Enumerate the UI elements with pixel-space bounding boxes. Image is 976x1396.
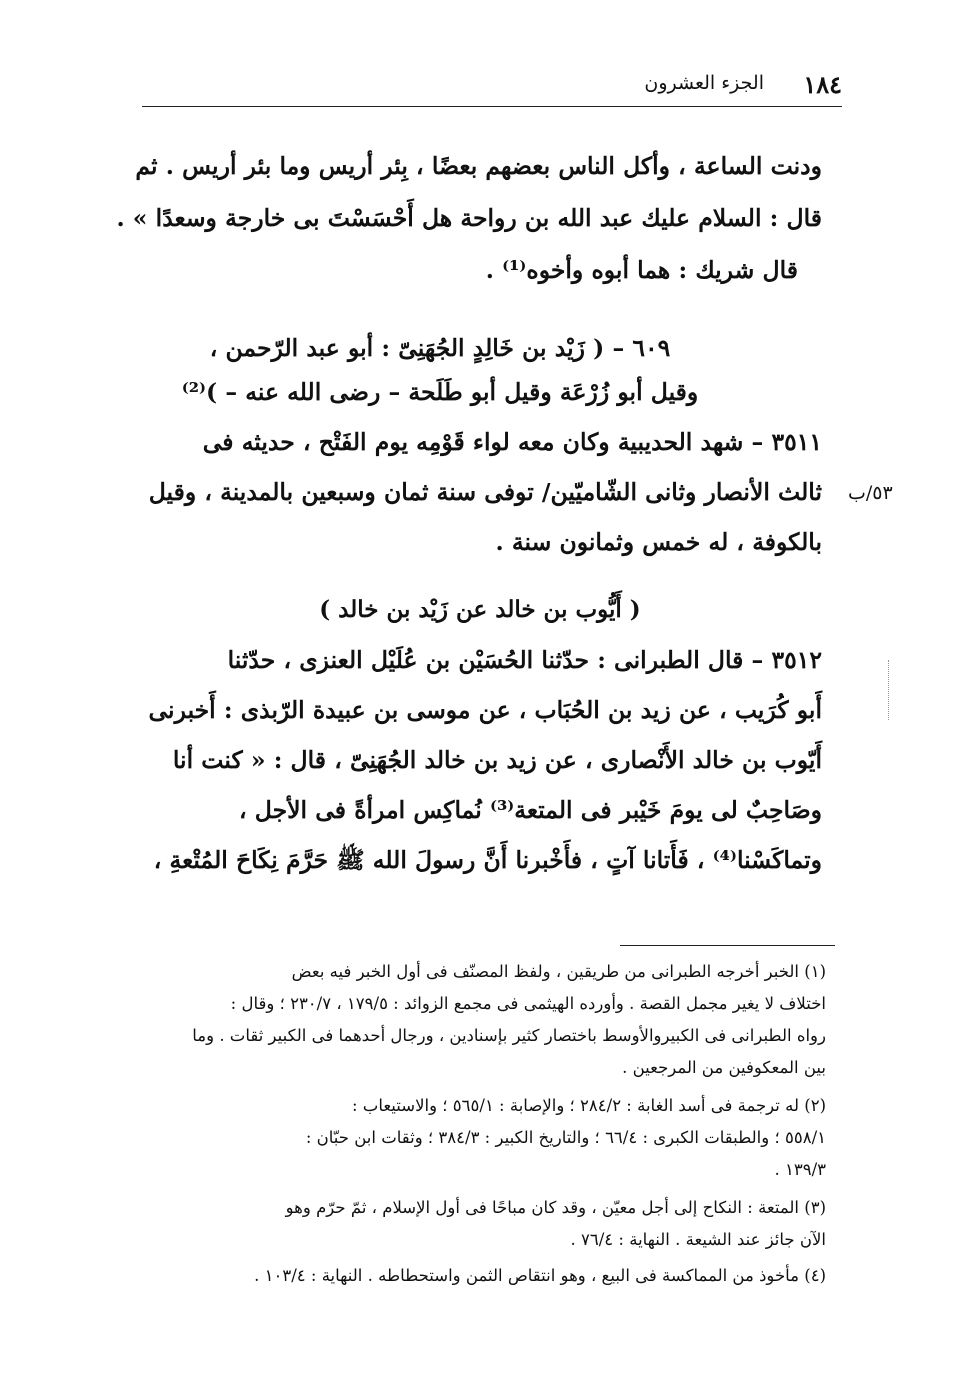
- text-line: ٣٥١٢ – قال الطبرانى : حدّثنا الحُسَيْن بن عُلَيْل العنزى ، حدّثنا: [227, 646, 822, 674]
- footnote-line: (١) الخبر أخرجه الطبرانى من طريقين ، ولفظ المصنّف فى أول الخبر فيه بعض: [291, 962, 826, 981]
- footnote-line: بين المعكوفين من المرجعين .: [622, 1058, 826, 1077]
- footnote-line: (٢) له ترجمة فى أسد الغابة : ٢٨٤/٢ ؛ والإصابة : ٥٦٥/١ ؛ والاستيعاب :: [351, 1096, 826, 1115]
- text-line: وصَاحِبٌ لى يومَ خَيْبر فى المتعة⁽³⁾ نُماكِس امرأةً فى الأجل ،: [239, 796, 822, 824]
- running-title: الجزء العشرون: [644, 72, 764, 94]
- footnote-line: اختلاف لا يغير مجمل القصة . وأورده الهيثمى فى مجمع الزوائد : ١٧٩/٥ ، ٢٣٠/٧ ؛ وقال :: [230, 994, 826, 1013]
- footnote-line: الآن جائز عند الشيعة . النهاية : ٧٦/٤ .: [570, 1230, 826, 1249]
- text-line: قال شريك : هما أبوه وأخوه⁽¹⁾ .: [485, 256, 798, 284]
- header-rule: [142, 106, 842, 107]
- footnote-line: ١٣٩/٣ .: [774, 1160, 826, 1179]
- entry-heading-609: ٦٠٩ – ( زَيْد بن خَالِدٍ الجُهَنِىّ : أبو عبد الرّحمن ،: [209, 334, 671, 362]
- text-line: قال : السلام عليك عبد الله بن رواحة هل أَحْسَسْتَ بى خارجة وسعدًا » .: [116, 204, 822, 232]
- page-header: [142, 70, 842, 100]
- sub-heading: ( أَيُّوب بن خالد عن زَيْد بن خالد ): [319, 596, 641, 623]
- margin-dotted-mark: [888, 660, 889, 720]
- text-line: أَبو كُرَيب ، عن زيد بن الحُبَاب ، عن موسى بن عبيدة الرّبذى : أَخبرنى: [148, 696, 822, 724]
- text-line: ثالث الأنصار وثانى الشّاميّين/ توفى سنة ثمان وسبعين بالمدينة ، وقيل: [148, 478, 822, 506]
- page-number: ١٨٤: [803, 70, 842, 99]
- entry-heading-609-cont: وقيل أبو زُرْعَة وقيل أبو طَلَحة – رضى الله عنه – )⁽²⁾: [181, 378, 699, 406]
- text-line: وتماكَسْنا⁽⁴⁾ ، فَأَتانا آتٍ ، فأَخْبرنا أَنَّ رسولَ الله ﷺ حَرَّمَ نِكَاحَ المُتْعةِ ،: [153, 846, 822, 874]
- text-line: أَيّوب بن خالد الأَنْصارى ، عن زيد بن خالد الجُهَنِىّ ، قال : « كنت أنا: [172, 746, 822, 774]
- footnote-line: رواه الطبرانى فى الكبيروالأوسط باختصار كثير بإسنادين ، ورجال أحدهما فى الكبير ثقات . وما: [192, 1026, 826, 1045]
- footnote-line: (٣) المتعة : النكاح إلى أجل معيّن ، وقد كان مباحًا فى أول الإسلام ، ثمّ حرّم وهو: [285, 1198, 826, 1217]
- footnote-rule: [620, 945, 835, 946]
- text-line: ٣٥١١ – شهد الحديبية وكان معه لواء قَوْمِه يوم الفَتْح ، حديثه فى: [202, 428, 822, 456]
- margin-folio-note: ٥٣/ب: [848, 482, 893, 504]
- footnote-line: (٤) مأخوذ من المماكسة فى البيع ، وهو انتقاص الثمن واستحطاطه . النهاية : ١٠٣/٤ .: [254, 1266, 826, 1285]
- text-line: ودنت الساعة ، وأكل الناس بعضهم بعضًا ، بِئر أريس وما بئر أريس . ثم: [135, 152, 822, 180]
- footnote-line: ٥٥٨/١ ؛ والطبقات الكبرى : ٦٦/٤ ؛ والتاريخ الكبير : ٣٨٤/٣ ؛ وثقات ابن حبّان :: [305, 1128, 826, 1147]
- text-line: بالكوفة ، له خمس وثمانون سنة .: [495, 528, 822, 556]
